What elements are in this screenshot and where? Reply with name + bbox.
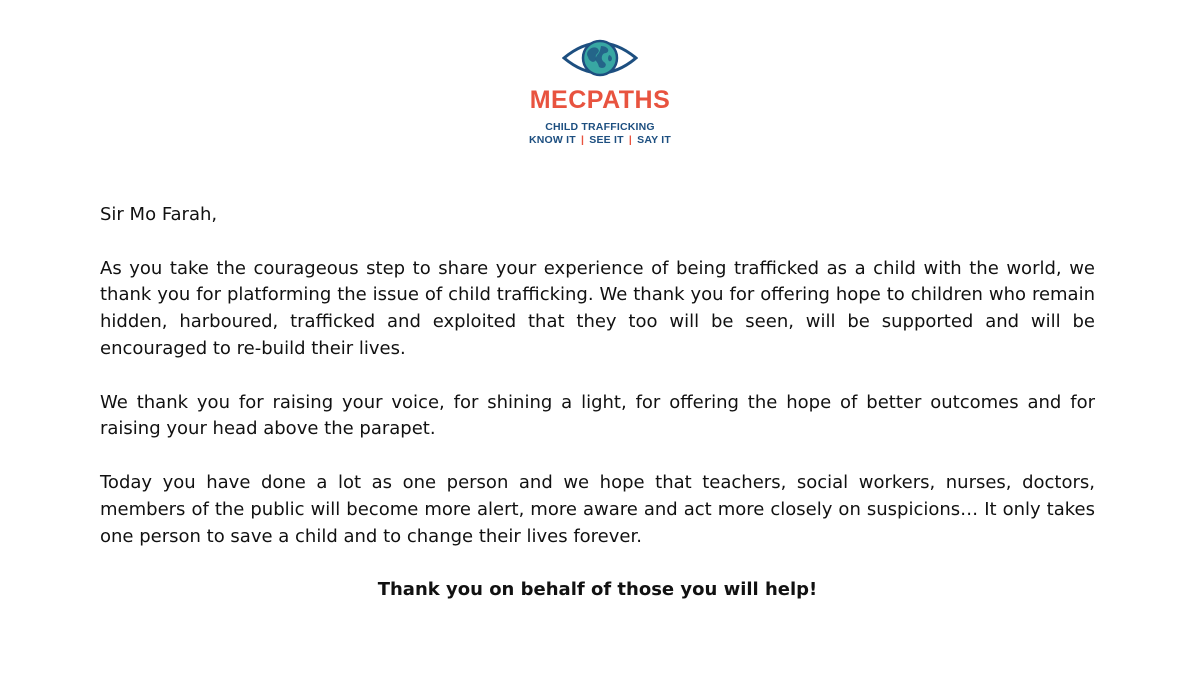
slogan-know-it: KNOW IT xyxy=(528,133,576,146)
letter-closing: Thank you on behalf of those you will help! xyxy=(377,579,818,601)
letter-body xyxy=(100,202,1095,604)
slogan-separator: | xyxy=(581,133,585,146)
letter-salutation: Sir Mo Farah, xyxy=(100,204,218,225)
brand-name: MECPATHS xyxy=(529,86,671,114)
slogan-separator: | xyxy=(628,133,632,146)
brand-slogan xyxy=(480,134,720,147)
slogan-see-it: SEE IT xyxy=(589,133,624,146)
slogan-say-it: SAY IT xyxy=(637,133,672,146)
letter-paragraph: As you take the courageous step to share your experience of being trafficked as a child with the world, we thank you for platforming the issue of child trafficking. We thank you for offering hope to children who remain hidden, harboured, trafficked and exploited that they too will be seen, will be supported and will be encouraged to re-build their lives. xyxy=(100,257,1095,359)
mecpaths-logo xyxy=(480,34,720,146)
eye-globe-icon xyxy=(562,34,638,82)
letter-paragraph: Today you have done a lot as one person and we hope that teachers, social workers, nurses, doctors, members of the public will become more alert, more aware and act more closely on suspicions… It only takes one person to save a child and to change their lives forever. xyxy=(100,471,1095,547)
brand-tagline: CHILD TRAFFICKING xyxy=(545,121,655,133)
letter-paragraph: We thank you for raising your voice, for shining a light, for offering the hope of better outcomes and for raising your head above the parapet. xyxy=(100,391,1095,440)
